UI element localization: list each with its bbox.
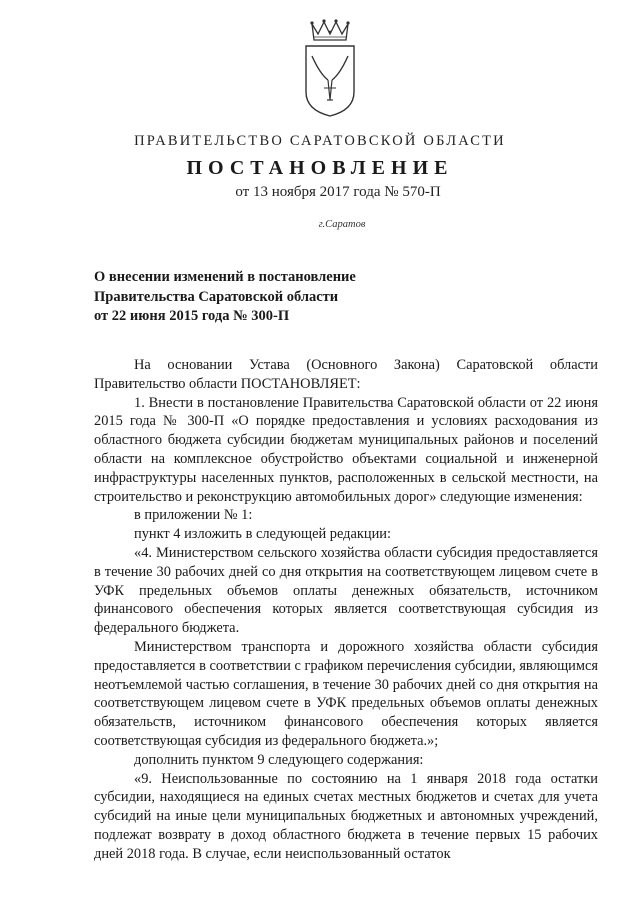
paragraph-point-9-intro: дополнить пунктом 9 следующего содержания: — [134, 751, 424, 768]
subject-line: от 22 июня 2015 года № 300-П — [94, 308, 290, 324]
decree-body — [94, 356, 598, 864]
decree-date-number: от 13 ноября 2017 года № 570-П — [235, 184, 441, 200]
paragraph-item-1: 1. Внести в постановление Правительства Саратовской области от 22 июня 2015 года № 300-П «О порядке предоставления и условиях расходования из областного бюджета субсидии бюджетам муниципальных районов и поселений области на комплексное обустройство объектами социальной и инженерной инфраструктуры населенных пунктов, расположенных в сельской местности, на строительство и реконструкцию автомобильных дорог» следующие изменения: — [94, 394, 598, 505]
paragraph-point-4-text: «4. Министерством сельского хозяйства области субсидия предоставляется в течение 30 рабочих дней со дня открытия на соответствующем лицевом счете в УФК предельных объемов оплаты денежных обязательств, источником финансового обеспечения которых является соответствующая субсидия из федерального бюджета. — [94, 544, 598, 637]
saratov-coat-of-arms-icon — [298, 18, 362, 118]
decree-subject — [94, 268, 414, 327]
subject-line: О внесении изменений в постановление — [94, 269, 356, 285]
paragraph-point-4-transport: Министерством транспорта и дорожного хозяйства области субсидия предоставляется в соответствии с графиком перечисления субсидии, являющимся неотъемлемой частью соглашения, в течение 30 рабочих дней со дня открытия на соответствующем лицевом счете в УФК предельных объемов оплаты денежных обязательств, источником финансового обеспечения которых является соответствующая субсидия из федерального бюджета.»; — [94, 638, 598, 749]
paragraph-preamble: На основании Устава (Основного Закона) Саратовской области Правительство области ПОСТАНОВЛЯЕТ: — [94, 357, 598, 392]
subject-line: Правительства Саратовской области — [94, 288, 339, 305]
paragraph-point-4-intro: пункт 4 изложить в следующей редакции: — [134, 526, 391, 543]
government-name: ПРАВИТЕЛЬСТВО САРАТОВСКОЙ ОБЛАСТИ — [134, 133, 506, 149]
paragraph-annex: в приложении № 1: — [134, 507, 253, 524]
city-name: г.Саратов — [318, 219, 366, 230]
decree-title: ПОСТАНОВЛЕНИЕ — [186, 157, 454, 179]
paragraph-point-9-text: «9. Неиспользованные по состоянию на 1 января 2018 года остатки субсидии, находящиеся на единых счетах местных бюджетов и счетах для учета субсидий на иные цели муниципальных бюджетных и автономных учреждений, подлежат возврату в доход областного бюджета в течение первых 15 рабочих дней 2018 года. В случае, если неиспользованный остаток — [94, 770, 598, 862]
